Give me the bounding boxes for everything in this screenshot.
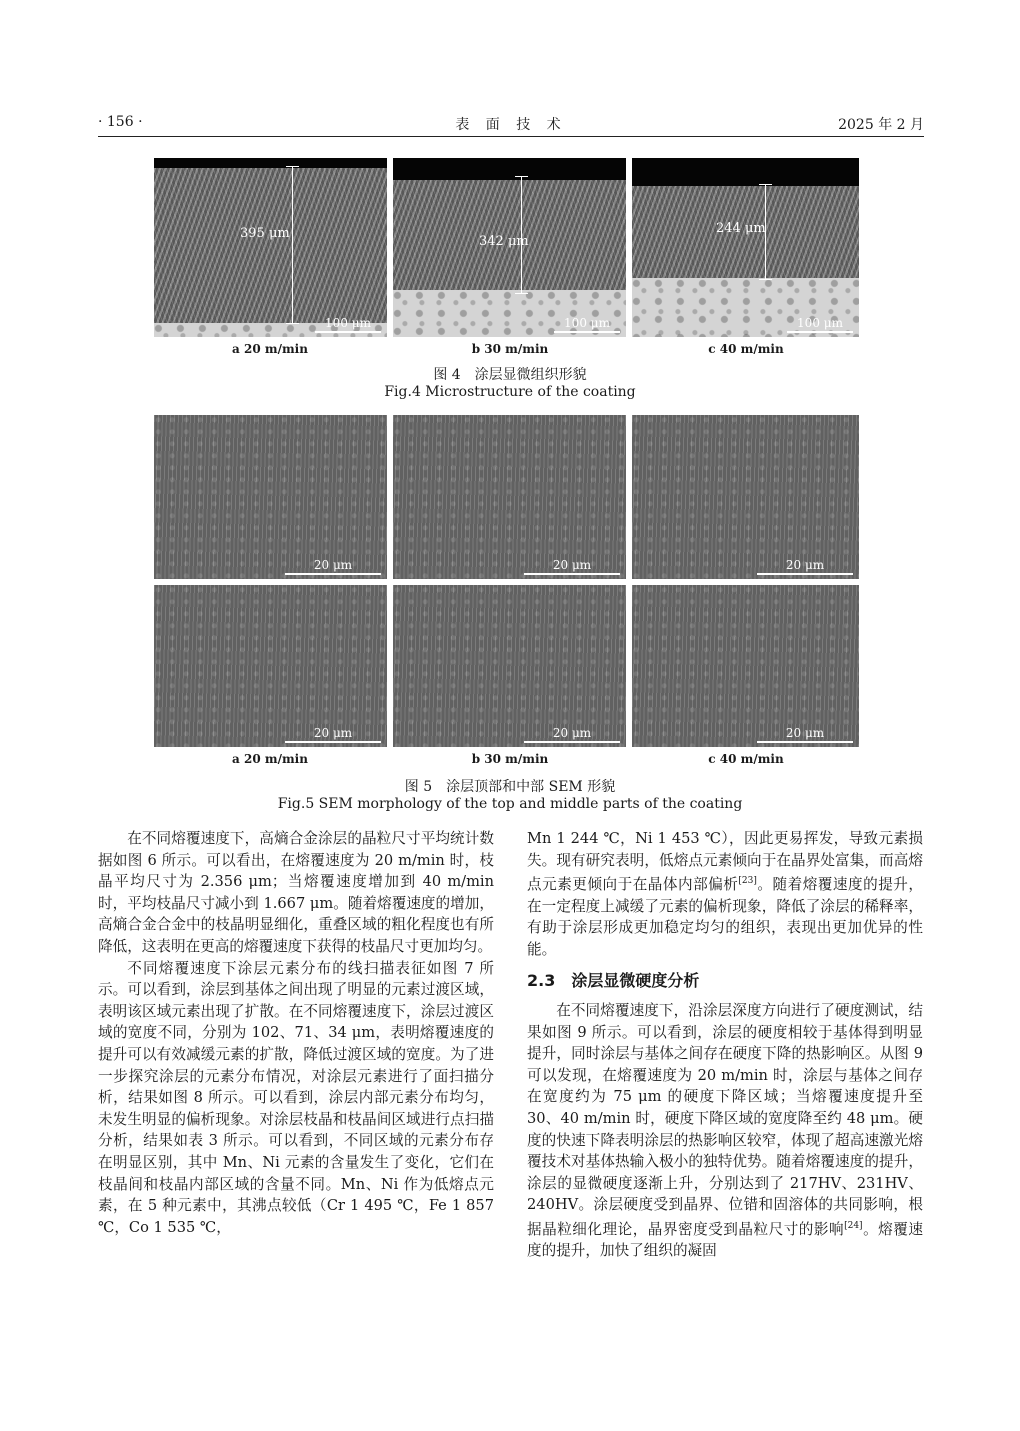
fig5-label-c: c 40 m/min bbox=[708, 752, 784, 766]
page-number: · 156 · bbox=[98, 114, 143, 130]
scale-bar: 20 μm bbox=[524, 558, 620, 575]
paragraph: 不同熔覆速度下涂层元素分布的线扫描表征如图 7 所示。可以看到，涂层到基体之间出现了明显的元素过渡区域，表明该区域元素出现了扩散。在不同熔覆速度下，涂层过渡区域的宽度不同，分别为 102、71、34 μm，表明熔覆速度的提升可以有效减缓元素的扩散，降低过渡区域的宽度。为了进一步探究涂层的元素分布情况，对涂层元素进行了面扫描分析，结果如图 8 所示。可以看到，涂层内部元素分布均匀，未发生明显的偏析现象。对涂层枝晶和枝晶间区域进行点扫描分析，结果如表 3 所示。可以看到，不同区域的元素分布存在明显区别，其中 Mn、Ni 元素的含量发生了变化，它们在枝晶间和枝晶内部区域的含量不同。Mn、Ni 作为低熔点元素，在 5 种元素中，其沸点较低（Cr 1 495 ℃，Fe 1 857 ℃，Co 1 535 ℃， bbox=[98, 959, 494, 1236]
scale-bar: 20 μm bbox=[757, 726, 853, 743]
scale-bar: 20 μm bbox=[285, 558, 381, 575]
fig4-panel-b bbox=[393, 158, 626, 337]
fig4-label-b: b 30 m/min bbox=[471, 342, 549, 356]
fig4-panel-c bbox=[632, 158, 859, 337]
scale-bar: 20 μm bbox=[285, 726, 381, 743]
paragraph-continued: Mn 1 244 ℃，Ni 1 453 ℃），因此更易挥发，导致元素损失。现有研究表明，低熔点元素倾向于在晶界处富集，而高熔点元素更倾向于在晶体内部偏析[23]。随着熔覆速度的提升，在一定程度上减缓了元素的偏析现象，降低了涂层的稀释率，有助于涂层形成更加稳定均匀的组织，表现出更加优异的性能。 bbox=[527, 830, 923, 958]
fig5-top-b bbox=[393, 415, 626, 579]
fig4-label-a: a 20 m/min bbox=[232, 342, 308, 356]
fig5-middle-b bbox=[393, 585, 626, 747]
paragraph: 在不同熔覆速度下，高熵合金涂层的晶粒尺寸平均统计数据如图 6 所示。可以看出，在熔覆速度为 20 m/min 时，枝晶平均尺寸为 2.356 μm；当熔覆速度增加到 40 m/min 时，平均枝晶尺寸减小到 1.667 μm。随着熔覆速度的增加，高熵合金合金中的枝晶明显细化，重叠区域的粗化程度也有所降低，这表明在更高的熔覆速度下获得的枝晶尺寸更加均匀。 bbox=[98, 830, 494, 955]
fig5-label-b: b 30 m/min bbox=[471, 752, 549, 766]
thickness-label: 342 μm bbox=[479, 234, 529, 249]
citation: [23] bbox=[738, 876, 757, 887]
scale-bar: 100 μm bbox=[315, 316, 381, 333]
thickness-label: 395 μm bbox=[240, 226, 290, 241]
fig4-label-c: c 40 m/min bbox=[708, 342, 784, 356]
scale-bar: 100 μm bbox=[787, 316, 853, 333]
right-column bbox=[527, 828, 923, 1262]
journal-name: 表 面 技 术 bbox=[455, 117, 567, 133]
fig4-caption-cn: 图 4 涂层显微组织形貌 bbox=[433, 367, 587, 383]
thickness-marker bbox=[292, 166, 293, 324]
fig5-caption-cn: 图 5 涂层顶部和中部 SEM 形貌 bbox=[404, 779, 616, 795]
left-column bbox=[98, 828, 494, 1238]
fig5-middle-c bbox=[632, 585, 859, 747]
scale-bar: 100 μm bbox=[554, 316, 620, 333]
fig5-caption-en: Fig.5 SEM morphology of the top and middle parts of the coating bbox=[277, 796, 743, 812]
issue-date: 2025 年 2 月 bbox=[838, 117, 924, 133]
section-heading: 2.3 涂层显微硬度分析 bbox=[527, 971, 700, 991]
fig5-label-a: a 20 m/min bbox=[232, 752, 308, 766]
scale-bar: 20 μm bbox=[524, 726, 620, 743]
running-header bbox=[98, 112, 924, 137]
thickness-label: 244 μm bbox=[716, 221, 766, 236]
paragraph: 在不同熔覆速度下，沿涂层深度方向进行了硬度测试，结果如图 9 所示。可以看到，涂层的硬度相较于基体得到明显提升，同时涂层与基体之间存在硬度下降的热影响区。从图 9 可以发现，在熔覆速度为 20 m/min 时，涂层与基体之间存在宽度约为 75 μm 的硬度下降区域；当熔覆速度提升至 30、40 m/min 时，硬度下降区域的宽度降至约 48 μm。硬度的快速下降表明涂层的热影响区较窄，体现了超高速激光熔覆技术对基体热输入极小的独特优势。随着熔覆速度的提升，涂层的显微硬度逐渐上升，分别达到了 217HV、231HV、240HV。涂层硬度受到晶界、位错和固溶体的共同影响，根据晶粒细化理论，晶界密度受到晶粒尺寸的影响[24]。熔覆速度的提升，加快了组织的凝固 bbox=[527, 1002, 923, 1260]
fig5-top-c bbox=[632, 415, 859, 579]
scale-bar: 20 μm bbox=[757, 558, 853, 575]
fig5-middle-a bbox=[154, 585, 387, 747]
citation: [24] bbox=[844, 1220, 863, 1231]
fig4-panel-a bbox=[154, 158, 387, 337]
fig4-caption-en: Fig.4 Microstructure of the coating bbox=[384, 384, 636, 400]
fig5-top-a bbox=[154, 415, 387, 579]
